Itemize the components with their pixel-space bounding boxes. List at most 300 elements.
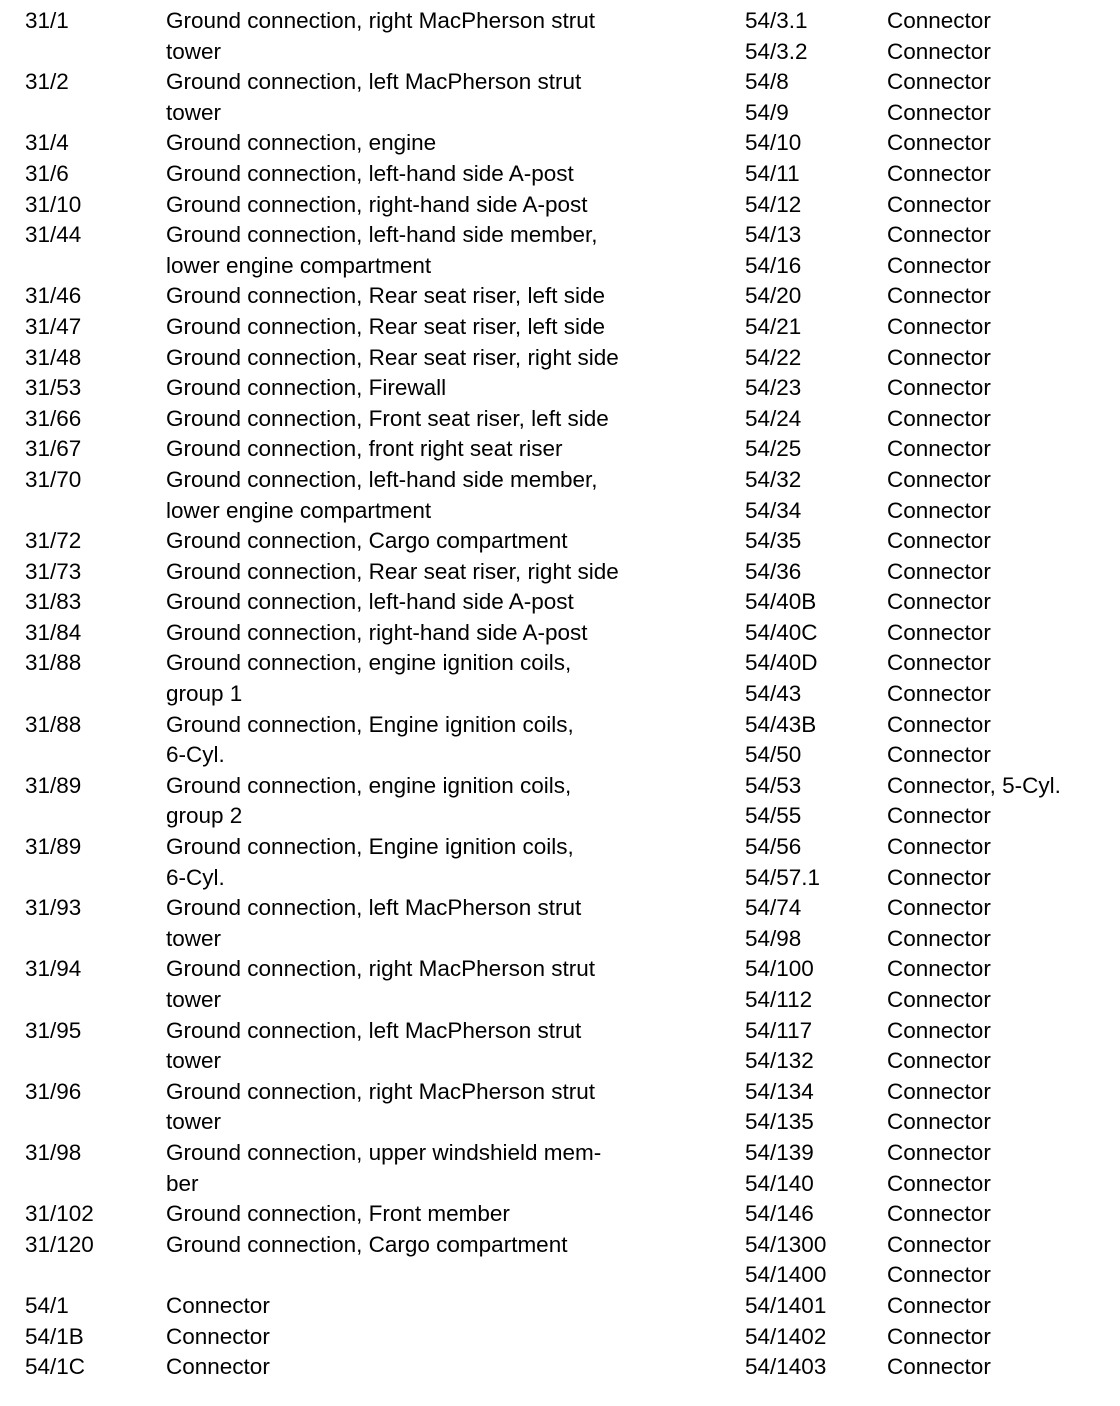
component-code: 54/43B [745,711,817,737]
component-code: 54/117 [745,1017,813,1043]
description-line: Ground connection, right MacPherson strut [166,8,595,33]
description-line: 6-Cyl. [166,742,225,768]
component-description [166,587,686,618]
component-code: 31/47 [25,313,82,339]
component-description [887,832,1112,863]
connector-list-right [745,6,1115,1383]
list-item [745,343,1115,374]
list-item [25,1230,705,1261]
list-item [745,496,1115,527]
description-line: Connector [887,742,991,768]
component-description [887,1291,1112,1322]
description-line: Ground connection, Rear seat riser, right side [166,344,619,370]
component-description [887,771,1112,802]
list-item [25,434,705,465]
description-line: Connector [887,313,991,339]
description-line: tower [166,987,222,1012]
description-line: Ground connection, right-hand side A-post [166,191,588,217]
component-description [887,159,1112,190]
list-item [745,863,1115,894]
list-item [745,281,1115,312]
component-code: 54/132 [745,1048,814,1074]
component-description [166,220,686,281]
component-description [887,67,1112,98]
list-item [745,1322,1115,1353]
list-item [745,190,1115,221]
description-line: Ground connection, Front member [166,1201,510,1227]
list-item [25,526,705,557]
description-line: Connector [887,344,991,370]
list-item [25,954,705,1015]
description-line: Connector, 5-Cyl. [887,772,1061,798]
list-item [25,710,705,771]
component-code: 31/46 [25,283,82,309]
component-description [887,1352,1112,1383]
component-code: 54/1401 [745,1292,827,1318]
description-line: Connector [887,558,991,584]
list-item [745,801,1115,832]
description-line: Connector [887,436,991,462]
list-item [25,1291,705,1322]
component-description [166,1230,686,1261]
list-item [745,1260,1115,1291]
group-spacer [25,1260,705,1291]
component-code: 54/74 [745,895,802,921]
description-line: Connector [887,1354,991,1380]
list-item [745,434,1115,465]
component-code: 31/95 [25,1017,82,1043]
component-code: 31/2 [25,69,69,95]
description-line: Ground connection, Cargo compartment [166,528,568,554]
description-line: Ground connection, Front seat riser, left side [166,405,609,431]
component-code: 54/25 [745,436,802,462]
list-item [745,1107,1115,1138]
description-line: Connector [887,1170,991,1196]
description-line: Ground connection, Rear seat riser, right side [166,558,619,584]
component-description [887,710,1112,741]
component-description [887,312,1112,343]
list-item [25,159,705,190]
list-item [745,771,1115,802]
component-code: 54/24 [745,405,802,431]
component-description [166,1352,686,1383]
list-item [25,1199,705,1230]
component-code: 54/112 [745,987,813,1012]
description-line: Connector [887,466,991,492]
description-line: Ground connection, front right seat riser [166,436,563,462]
list-item [25,1016,705,1077]
component-code: 31/94 [25,956,82,982]
component-code: 31/70 [25,466,82,492]
component-description [887,679,1112,710]
ground-connection-list [25,6,705,1260]
description-line: Connector [887,1262,991,1288]
component-code: 54/34 [745,497,802,523]
list-item [25,343,705,374]
description-line: Ground connection, left MacPherson strut [166,69,582,95]
component-code: 54/32 [745,466,802,492]
component-description [887,924,1112,955]
component-code: 31/89 [25,834,82,860]
component-description [166,648,686,709]
list-item [745,159,1115,190]
description-line: Connector [887,1231,991,1257]
component-code: 31/120 [25,1231,94,1257]
list-item [25,67,705,128]
description-line: Ground connection, left MacPherson strut [166,895,582,921]
component-code: 54/40C [745,619,818,645]
component-description [887,128,1112,159]
component-description [887,6,1112,37]
description-line: Ground connection, left-hand side A-post [166,589,574,615]
component-code: 31/67 [25,436,82,462]
component-description [887,98,1112,129]
list-item [745,1046,1115,1077]
component-code: 54/139 [745,1139,814,1165]
component-code: 54/11 [745,160,800,186]
description-line: group 1 [166,681,243,707]
description-line: Connector [887,1323,991,1349]
component-code: 54/1403 [745,1354,827,1380]
component-description [887,893,1112,924]
component-description [166,832,686,893]
description-line: Connector [887,987,991,1012]
component-description [166,128,686,159]
list-item [25,373,705,404]
list-item [25,1138,705,1199]
list-item [25,618,705,649]
list-item [745,1352,1115,1383]
component-code: 54/20 [745,283,802,309]
description-line: Ground connection, Rear seat riser, left side [166,283,605,309]
component-description [166,312,686,343]
component-code: 31/98 [25,1139,82,1165]
description-line: tower [166,99,222,125]
component-code: 54/1C [25,1354,86,1380]
component-description [887,954,1112,985]
list-item [745,679,1115,710]
description-line: Connector [887,834,991,860]
list-item [745,220,1115,251]
list-item [25,648,705,709]
description-line: Ground connection, left-hand side A-post [166,160,574,186]
list-item [25,190,705,221]
component-description [166,465,686,526]
component-description [166,67,686,128]
component-code: 54/1 [25,1292,69,1318]
list-item [745,128,1115,159]
description-line: tower [166,1109,222,1135]
description-line: Ground connection, left MacPherson strut [166,1017,582,1043]
description-line: Connector [887,650,991,676]
component-description [166,954,686,1015]
description-line: Connector [887,222,991,248]
list-item [745,404,1115,435]
description-line: Ground connection, left-hand side member, [166,466,598,492]
component-description [887,37,1112,68]
component-code: 31/96 [25,1078,82,1104]
description-line: Connector [887,1201,991,1227]
description-line: Ground connection, right MacPherson strut [166,1078,595,1104]
component-code: 54/23 [745,375,802,401]
description-line: Connector [887,711,991,737]
component-code: 31/6 [25,160,69,186]
component-description [887,863,1112,894]
list-item [25,220,705,281]
list-item [745,67,1115,98]
description-line: Connector [887,252,991,278]
list-item [25,771,705,832]
component-description [887,1138,1112,1169]
component-description [887,190,1112,221]
component-code: 54/13 [745,222,802,248]
list-item [25,1077,705,1138]
description-line: Ground connection, right-hand side A-post [166,619,588,645]
list-item [745,98,1115,129]
description-line: Connector [887,99,991,125]
component-code: 54/9 [745,99,789,125]
list-item [745,312,1115,343]
component-description [887,1199,1112,1230]
description-line: Connector [887,375,991,401]
component-description [887,281,1112,312]
description-line: Connector [887,8,991,33]
component-description [166,434,686,465]
component-description [887,1322,1112,1353]
right-column [745,6,1115,1383]
list-item [745,648,1115,679]
description-line: Connector [887,405,991,431]
description-line: Ground connection, engine ignition coils, [166,772,572,798]
component-code: 31/89 [25,772,82,798]
description-line: Connector [887,925,991,951]
list-item [745,373,1115,404]
description-line: Ground connection, Rear seat riser, left side [166,313,605,339]
description-line: ber [166,1170,199,1196]
component-description [887,251,1112,282]
list-item [745,1016,1115,1047]
component-description [166,710,686,771]
list-item [25,281,705,312]
component-code: 31/83 [25,589,82,615]
component-description [166,1291,686,1322]
description-line: 6-Cyl. [166,864,225,890]
list-item [25,128,705,159]
description-line: Connector [887,1109,991,1135]
component-code: 31/48 [25,344,82,370]
description-line: Connector [887,619,991,645]
description-line: Connector [166,1323,270,1349]
description-line: Connector [887,1017,991,1043]
component-code: 54/98 [745,925,802,951]
list-item [745,587,1115,618]
component-code: 54/3.2 [745,38,808,64]
description-line: Ground connection, upper windshield mem- [166,1139,602,1165]
component-code: 54/146 [745,1201,814,1227]
component-description [166,557,686,588]
component-code: 31/53 [25,375,82,401]
description-line: Connector [887,69,991,95]
component-code: 31/44 [25,222,82,248]
description-line: Connector [166,1354,270,1380]
description-line: tower [166,925,222,951]
component-description [166,281,686,312]
component-code: 54/40B [745,589,817,615]
component-description [887,373,1112,404]
description-line: group 2 [166,803,243,829]
list-item [745,832,1115,863]
component-description [887,496,1112,527]
list-item [745,985,1115,1016]
list-item [25,557,705,588]
component-code: 54/16 [745,252,802,278]
list-item [25,893,705,954]
component-code: 54/8 [745,69,789,95]
component-description [166,1016,686,1077]
component-code: 31/73 [25,558,82,584]
description-line: Connector [887,864,991,890]
component-description [166,159,686,190]
component-code: 54/100 [745,956,814,982]
description-line: Connector [887,1048,991,1074]
component-description [166,373,686,404]
description-line: Connector [887,589,991,615]
component-code: 54/43 [745,681,802,707]
component-code: 54/134 [745,1078,814,1104]
component-code: 54/56 [745,834,802,860]
description-line: Connector [887,283,991,309]
component-description [887,587,1112,618]
description-line: Ground connection, left-hand side member, [166,222,598,248]
description-line: Ground connection, engine [166,130,437,156]
list-item [745,1291,1115,1322]
list-item [745,37,1115,68]
component-description [887,618,1112,649]
component-code: 31/88 [25,650,82,676]
component-description [166,526,686,557]
component-code: 31/88 [25,711,82,737]
description-line: Ground connection, Engine ignition coils, [166,711,574,737]
list-item [745,1077,1115,1108]
component-description [166,1199,686,1230]
component-description [166,1138,686,1199]
description-line: Connector [887,681,991,707]
component-description [887,526,1112,557]
component-code: 31/1 [25,8,69,33]
left-column [25,6,705,1383]
component-description [166,404,686,435]
component-code: 54/10 [745,130,802,156]
list-item [745,6,1115,37]
list-item [745,1138,1115,1169]
component-code: 54/22 [745,344,802,370]
component-code: 54/55 [745,803,802,829]
description-line: Connector [887,130,991,156]
description-line: Ground connection, Engine ignition coils, [166,834,574,860]
description-line: Connector [887,160,991,186]
component-description [166,1077,686,1138]
description-line: Connector [887,191,991,217]
component-description [166,618,686,649]
list-item [745,1230,1115,1261]
list-item [745,924,1115,955]
component-description [887,1077,1112,1108]
component-code: 54/36 [745,558,802,584]
component-description [887,465,1112,496]
list-item [745,1199,1115,1230]
description-line: Connector [887,1078,991,1104]
component-code: 54/135 [745,1109,814,1135]
description-line: Connector [887,895,991,921]
component-description [166,1322,686,1353]
component-code: 54/50 [745,742,802,768]
component-description [166,6,686,67]
description-line: tower [166,1048,222,1074]
component-code: 54/12 [745,191,802,217]
description-line: Connector [887,497,991,523]
component-code: 54/1300 [745,1231,827,1257]
list-item [745,526,1115,557]
component-description [887,985,1112,1016]
list-item [25,404,705,435]
component-description [887,1230,1112,1261]
list-item [25,6,705,67]
component-code: 54/1400 [745,1262,827,1288]
component-description [887,343,1112,374]
component-code: 31/72 [25,528,82,554]
description-line: Connector [887,1139,991,1165]
component-code: 54/1402 [745,1323,827,1349]
description-line: Connector [887,956,991,982]
component-code: 54/40D [745,650,818,676]
list-item [25,1352,705,1383]
list-item [745,893,1115,924]
list-item [745,251,1115,282]
list-item [745,710,1115,741]
component-code: 54/53 [745,772,802,798]
list-item [25,312,705,343]
component-code: 31/4 [25,130,69,156]
component-code: 54/1B [25,1323,84,1349]
description-line: Ground connection, Firewall [166,375,447,401]
component-description [887,740,1112,771]
description-line: tower [166,38,222,64]
connector-list-left [25,1291,705,1383]
description-line: Connector [887,1292,991,1318]
description-line: lower engine compartment [166,252,432,278]
component-description [166,190,686,221]
description-line: Connector [166,1292,270,1318]
component-code: 54/21 [745,313,802,339]
component-code: 54/35 [745,528,802,554]
description-line: lower engine compartment [166,497,432,523]
component-description [166,893,686,954]
component-code: 31/84 [25,619,82,645]
description-line: Ground connection, Cargo compartment [166,1231,568,1257]
description-line: Ground connection, engine ignition coils, [166,650,572,676]
component-description [887,1260,1112,1291]
list-item [745,618,1115,649]
component-code: 31/102 [25,1201,94,1227]
description-line: Connector [887,803,991,829]
component-code: 54/140 [745,1170,814,1196]
component-code: 54/57.1 [745,864,821,890]
component-description [166,343,686,374]
component-description [887,220,1112,251]
component-description [166,771,686,832]
component-code: 31/93 [25,895,82,921]
component-code: 54/3.1 [745,8,808,33]
